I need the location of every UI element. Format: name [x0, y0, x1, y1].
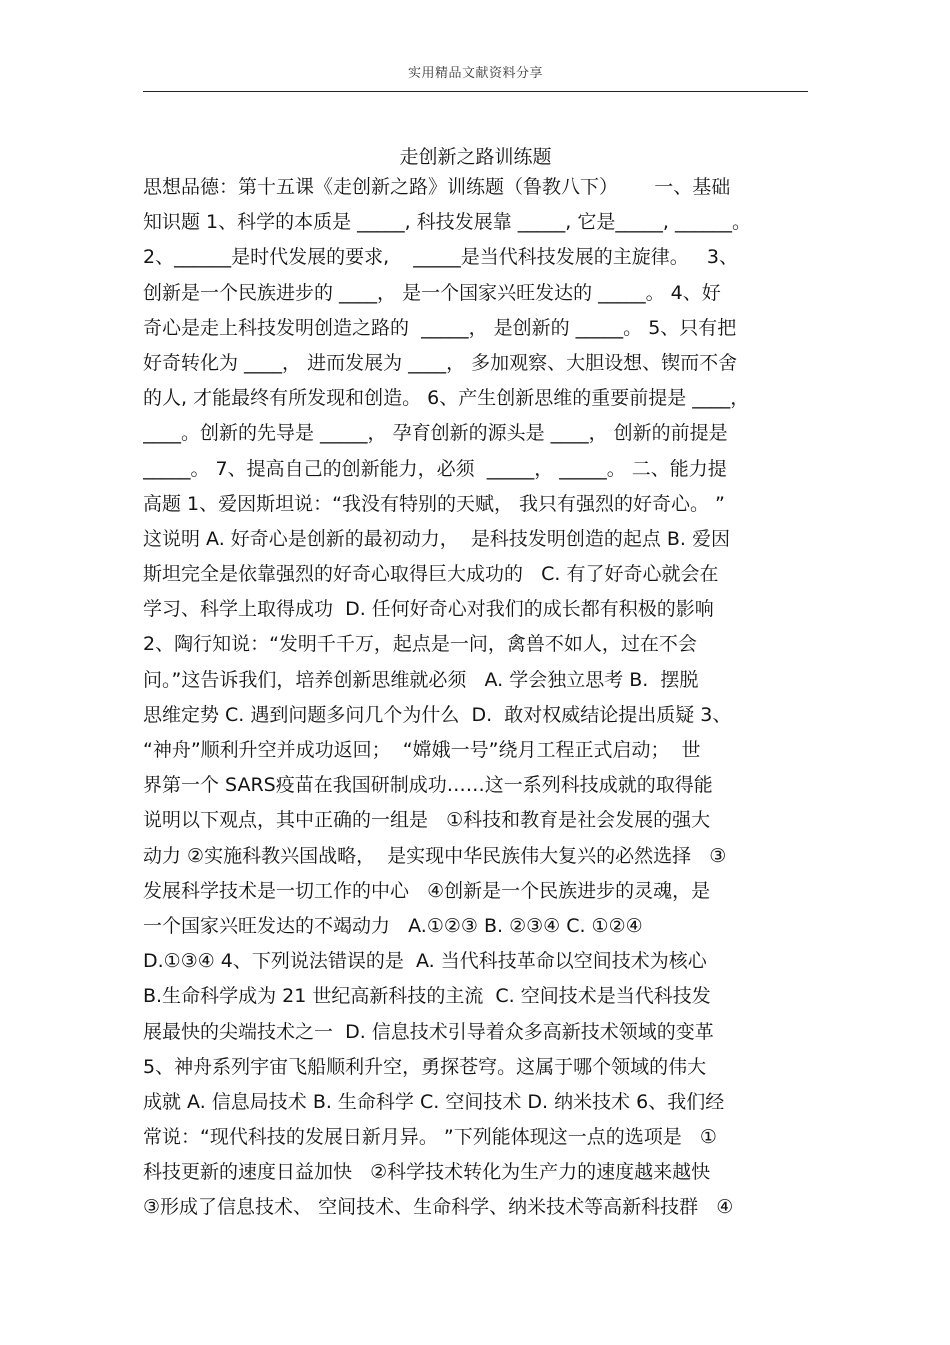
body-line: 说明以下观点，其中正确的一组是 ①科技和教育是社会发展的强大 [143, 809, 711, 832]
body-line: 高题 1、爱因斯坦说：“我没有特别的天赋， 我只有强烈的好奇心。 ” [143, 492, 725, 515]
body-line: 学习、科学上取得成功 D. 任何好奇心对我们的成长都有积极的影响 [143, 598, 714, 621]
body-line: 2、______是时代发展的要求, _____是当代科技发展的主旋律。 3、 [143, 246, 738, 269]
document-title: 走创新之路训练题 [399, 145, 552, 168]
body-line: ____。创新的先导是 _____， 孕育创新的源头是 ____， 创新的前提是 [143, 422, 728, 445]
body-line: 斯坦完全是依靠强烈的好奇心取得巨大成功的 C. 有了好奇心就会在 [143, 563, 719, 586]
header-divider [143, 91, 808, 92]
body-line: _____。 7、提高自己的创新能力，必须 _____， _____。 二、能力提 [143, 457, 727, 480]
document-body [143, 170, 808, 1226]
body-line: 思想品德：第十五课《走创新之路》训练题（鲁教八下） 一、基础 [143, 176, 731, 198]
body-line: 成就 A. 信息局技术 B. 生命科学 C. 空间技术 D. 纳米技术 6、我们经 [143, 1090, 725, 1113]
body-line: 一个国家兴旺发达的不竭动力 A.①②③ B. ②③④ C. ①②④ [143, 914, 643, 937]
page-header: 实用精品文献资料分享 [407, 66, 543, 81]
body-line: 界第一个 SARS疫苗在我国研制成功……这一系列科技成就的取得能 [143, 774, 713, 797]
body-line: 创新是一个民族进步的 ____， 是一个国家兴旺发达的 _____。 4、好 [143, 281, 721, 304]
body-line: ③形成了信息技术、 空间技术、生命科学、纳米技术等高新科技群 ④ [143, 1196, 734, 1219]
body-line: 思维定势 C. 遇到问题多问几个为什么 D. 敢对权威结论提出质疑 3、 [143, 703, 732, 726]
body-line: 的人, 才能最终有所发现和创造。 6、产生创新思维的重要前提是 ____， [143, 387, 750, 410]
body-line: 5、神舟系列宇宙飞船顺利升空，勇探苍穹。这属于哪个领域的伟大 [143, 1055, 707, 1078]
body-line: 奇心是走上科技发明创造之路的 _____， 是创新的 _____。 5、只有把 [143, 316, 737, 339]
body-line: 发展科学技术是一切工作的中心 ④创新是一个民族进步的灵魂，是 [143, 879, 711, 902]
body-line: D.①③④ 4、下列说法错误的是 A. 当代科技革命以空间技术为核心 [143, 950, 707, 973]
body-line: 问。”这告诉我们，培养创新思维就必须 A. 学会独立思考 B. 摆脱 [143, 668, 699, 691]
body-line: 知识题 1、科学的本质是 _____, 科技发展靠 _____, 它是_____, ______。 [143, 211, 751, 234]
body-line: 科技更新的速度日益加快 ②科学技术转化为生产力的速度越来越快 [143, 1161, 711, 1184]
body-line: 2、陶行知说：“发明千千万，起点是一问，禽兽不如人，过在不会 [143, 633, 697, 656]
body-line: 展最快的尖端技术之一 D. 信息技术引导着众多高新技术领域的变革 [143, 1020, 714, 1043]
body-line: 动力 ②实施科教兴国战略， 是实现中华民族伟大复兴的必然选择 ③ [143, 844, 727, 867]
body-line: 这说明 A. 好奇心是创新的最初动力， 是科技发明创造的起点 B. 爱因 [143, 527, 731, 550]
body-line: 常说：“现代科技的发展日新月异。 ”下列能体现这一点的选项是 ① [143, 1126, 717, 1149]
body-line: 好奇转化为 ____， 进而发展为 ____， 多加观察、大胆设想、锲而不舍 [143, 351, 738, 374]
body-line: B.生命科学成为 21 世纪高新科技的主流 C. 空间技术是当代科技发 [143, 985, 711, 1008]
body-line: “神舟”顺利升空并成功返回； “嫦娥一号”绕月工程正式启动； 世 [143, 739, 701, 761]
